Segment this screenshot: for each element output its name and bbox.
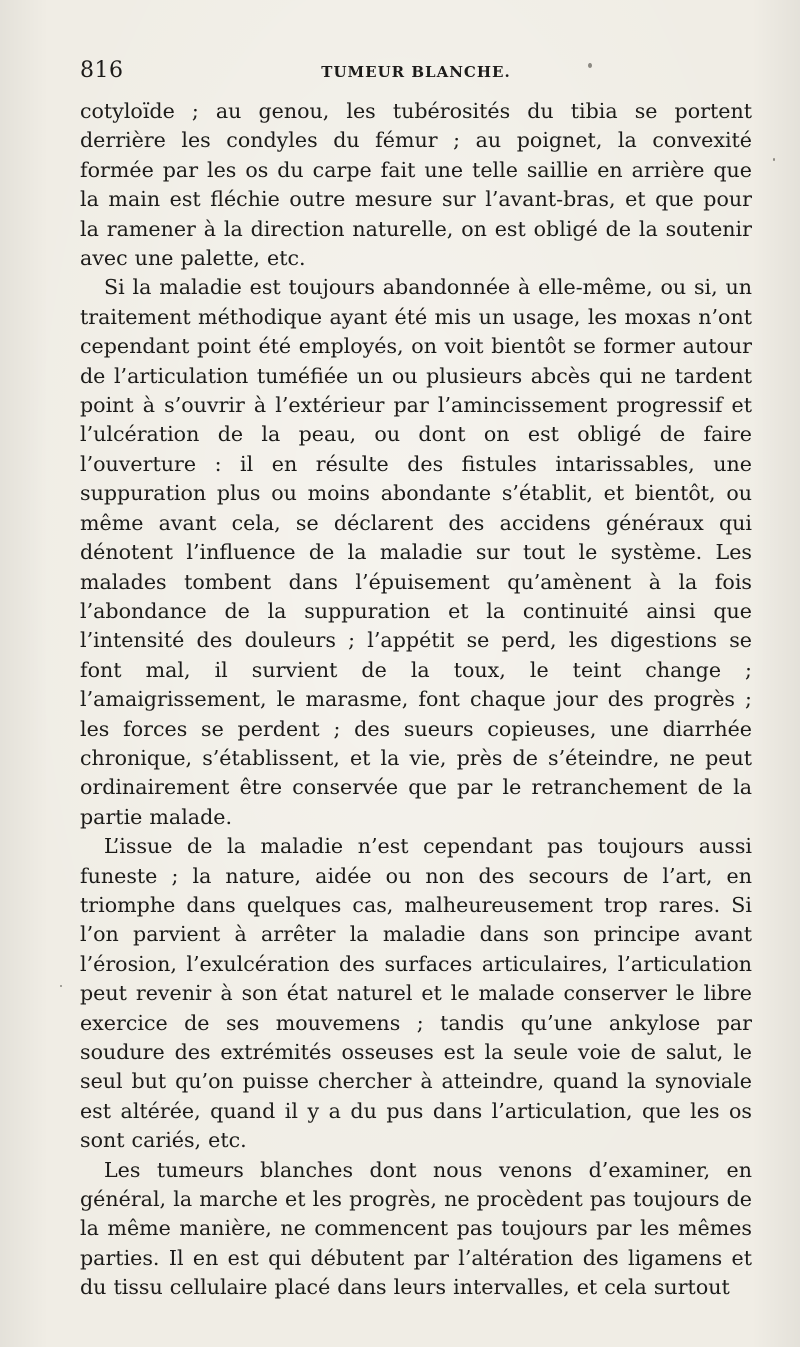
page-number: 816: [80, 58, 124, 83]
body-text: [80, 97, 752, 1303]
page-header: [80, 58, 752, 94]
paper-speck: [60, 985, 62, 987]
paragraph-issue-of-disease: L’issue de la maladie n’est cependant pas toujours aussi funeste ; la nature, aidée ou non des secours de l’art, en triomphe dans quelques cas, malheureusement trop rares. Si l’on parvient à arrêter la maladie dans son principe avant l’érosion, l’exulcération des surfaces articulaires, l’articulation peut revenir à son état naturel et le malade conserver le libre exercice de ses mouvemens ; tandis qu’une ankylose par soudure des extrémités osseuses est la seule voie de salut, le seul but qu’on puisse chercher à atteindre, quand la synoviale est altérée, quand il y a du pus dans l’articulation, que les os sont cariés, etc.: [80, 834, 752, 1153]
running-title: TUMEUR BLANCHE.: [321, 63, 511, 81]
paper-speck: [773, 158, 775, 161]
paragraph-continued: cotyloïde ; au genou, les tubérosités du tibia se portent derrière les condyles du fémur ; au poignet, la convexité formée par les os du carpe fait une telle saillie en arrière que la main est fléchie outre mesure sur l’avant-bras, et que pour la ramener à la direction naturelle, on est obligé de la soutenir avec une palette, etc.: [80, 99, 752, 271]
paragraph-abandoned-disease: Si la maladie est toujours abandonnée à elle-même, ou si, un traitement méthodique ayant été mis un usage, les moxas n’ont cependant point été employés, on voit bientôt se former autour de l’articulation tuméfiée un ou plusieurs abcès qui ne tardent point à s’ouvrir à l’extérieur par l’amincissement progressif et l’ulcération de la peau, ou dont on est obligé de faire l’ouverture : il en résulte des fistules intarissables, une suppuration plus ou moins abondante s’établit, et bientôt, ou même avant cela, se déclarent des accidens généraux qui dénotent l’influence de la maladie sur tout le système. Les malades tombent dans l’épuisement qu’amènent à la fois l’abondance de la suppuration et la continuité ainsi que l’intensité des douleurs ; l’appétit se perd, les digestions se font mal, il survient de la toux, le teint change ; l’amaigrissement, le marasme, font chaque jour des progrès ; les forces se perdent ; des sueurs copieuses, une diarrhée chronique, s’établissent, et la vie, près de s’éteindre, ne peut ordinairement être conservée que par le retranchement de la partie malade.: [80, 275, 752, 829]
paragraph-white-tumors: Les tumeurs blanches dont nous venons d’examiner, en général, la marche et les progrès, ne procèdent pas toujours de la même manière, ne commencent pas toujours par les mêmes parties. Il en est qui débutent par l’altération des ligamens et du tissu cellulaire placé dans leurs intervalles, et cela surtout: [80, 1157, 752, 1300]
